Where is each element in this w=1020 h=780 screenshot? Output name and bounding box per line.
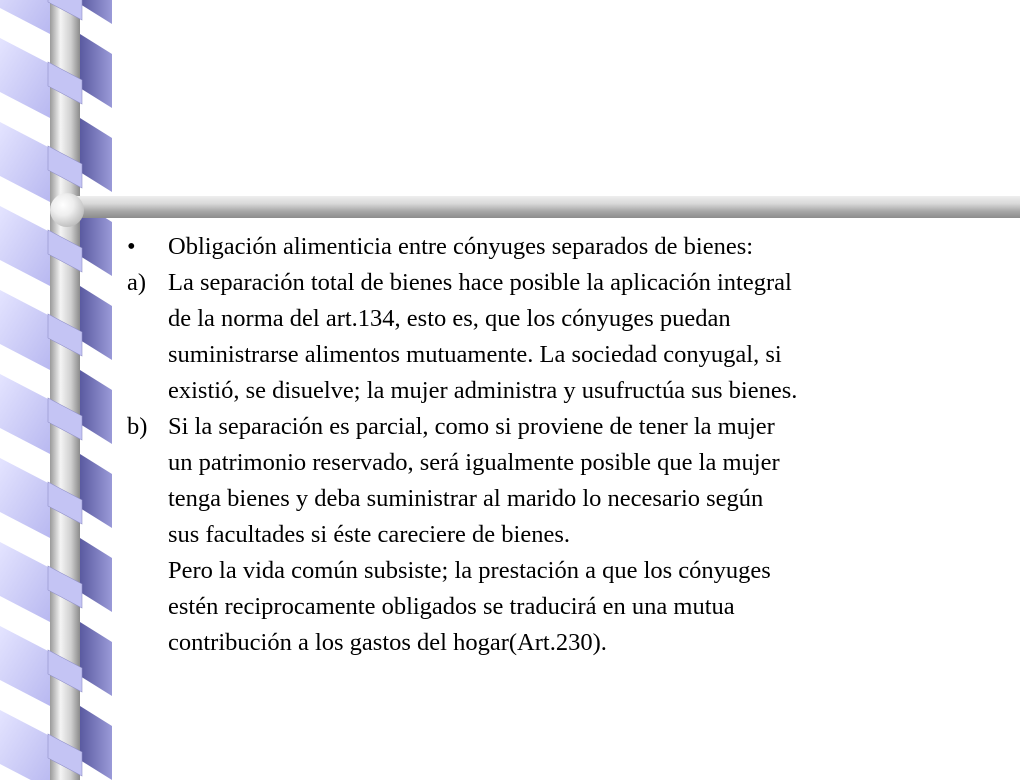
horizontal-rule	[68, 196, 1020, 218]
bullet-item	[127, 229, 1007, 265]
continuation-text	[168, 553, 1007, 661]
item-a-text	[168, 265, 1007, 409]
bullet-text: Obligación alimenticia entre cónyuges separados de bienes:	[168, 233, 754, 260]
decorative-ribbon-pole	[0, 0, 115, 780]
item-b-line: un patrimonio reservado, será igualmente posible que la mujer	[168, 449, 780, 476]
item-a-line: suministrarse alimentos mutuamente. La sociedad conyugal, si	[168, 341, 782, 368]
item-a-line: de la norma del art.134, esto es, que los cónyuges puedan	[168, 305, 731, 332]
item-b-line: tenga bienes y deba suministrar al marido lo necesario según	[168, 485, 764, 512]
slide-body	[127, 229, 1007, 661]
item-a-marker: a)	[127, 269, 147, 296]
ribbon-band-back	[80, 538, 112, 612]
item-b-marker: b)	[127, 413, 148, 440]
ribbon-band-back	[80, 286, 112, 360]
rule-knob	[50, 193, 84, 227]
ribbon-band-back	[80, 0, 112, 24]
item-b-text	[168, 409, 1007, 553]
item-b-line: sus facultades si éste careciere de bienes.	[168, 521, 571, 548]
ribbon-band-left	[0, 458, 50, 538]
ribbon-band-back	[80, 454, 112, 528]
ribbon-band-left	[0, 542, 50, 622]
ribbon-band-left	[0, 626, 50, 706]
list-item-a	[127, 265, 1007, 409]
continuation-line: Pero la vida común subsiste; la prestación a que los cónyuges	[168, 557, 771, 584]
ribbon-band-back	[80, 370, 112, 444]
ribbon-band-back	[80, 706, 112, 780]
continuation-paragraph	[127, 553, 1007, 661]
ribbon-band-back	[80, 118, 112, 192]
continuation-line: estén reciprocamente obligados se traducirá en una mutua	[168, 593, 735, 620]
item-b-line: Si la separación es parcial, como si proviene de tener la mujer	[168, 413, 775, 440]
bullet-marker: •	[127, 233, 136, 260]
ribbon-band-left	[0, 38, 50, 118]
list-item-b	[127, 409, 1007, 553]
continuation-line: contribución a los gastos del hogar(Art.230).	[168, 629, 607, 656]
ribbon-band-back	[80, 622, 112, 696]
ribbon-band-left	[0, 290, 50, 370]
ribbon-band-left	[0, 206, 50, 286]
ribbon-band-left	[0, 710, 50, 780]
item-a-line: La separación total de bienes hace posible la aplicación integral	[168, 269, 792, 296]
ribbon-band-left	[0, 122, 50, 202]
ribbon-band-back	[80, 34, 112, 108]
ribbon-band-left	[0, 0, 50, 34]
ribbon-band-left	[0, 374, 50, 454]
item-a-line: existió, se disuelve; la mujer administra y usufructúa sus bienes.	[168, 377, 798, 404]
